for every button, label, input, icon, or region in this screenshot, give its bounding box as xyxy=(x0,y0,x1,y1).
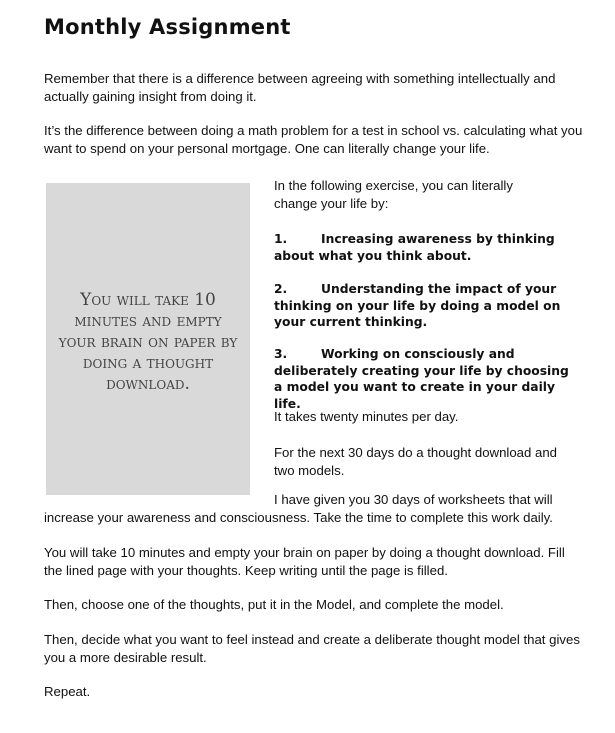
next-30-days-text: For the next 30 days do a thought download and two models. xyxy=(274,445,558,478)
intro-paragraph: Remember that there is a difference between agreeing with something intellectually and actually gaining insight from doing it. xyxy=(44,71,556,104)
list-item xyxy=(274,281,574,331)
list-item xyxy=(274,346,574,412)
worksheets-text-start: I have given you 30 days of worksheets that will xyxy=(274,492,553,507)
pull-quote-box xyxy=(46,183,250,495)
exercise-intro: In the following exercise, you can literally change your life by: xyxy=(274,178,513,211)
list-number: 2. xyxy=(274,282,288,296)
pull-quote-text: You will take 10 minutes and empty your brain on paper by doing a thought download. xyxy=(58,289,238,394)
list-item xyxy=(274,231,574,264)
repeat-text: Repeat. xyxy=(44,684,91,699)
list-number: 1. xyxy=(274,232,288,246)
list-number: 3. xyxy=(274,347,288,361)
list-text: Working on consciously and deliberately creating your life by choosing a model you want to create in your daily life. xyxy=(274,347,569,411)
time-per-day-text: It takes twenty minutes per day. xyxy=(274,409,459,424)
page-title: Monthly Assignment xyxy=(44,15,291,39)
list-text: Understanding the impact of your thinking on your life by doing a model on your current thinking. xyxy=(274,282,561,329)
thought-download-instructions: You will take 10 minutes and empty your brain on paper by doing a thought download. Fill the lined page with your thoughts. Keep writing until the page is filled. xyxy=(44,545,565,578)
list-text: Increasing awareness by thinking about what you think about. xyxy=(274,232,555,263)
worksheets-text-end: increase your awareness and consciousness. Take the time to complete this work daily. xyxy=(44,510,553,525)
deliberate-model-instructions: Then, decide what you want to feel instead and create a deliberate thought model that gives you a more desirable result. xyxy=(44,632,580,665)
math-comparison-paragraph: It’s the difference between doing a math problem for a test in school vs. calculating what you want to spend on your personal mortgage. One can literally change your life. xyxy=(44,123,583,156)
model-instructions: Then, choose one of the thoughts, put it in the Model, and complete the model. xyxy=(44,597,504,612)
